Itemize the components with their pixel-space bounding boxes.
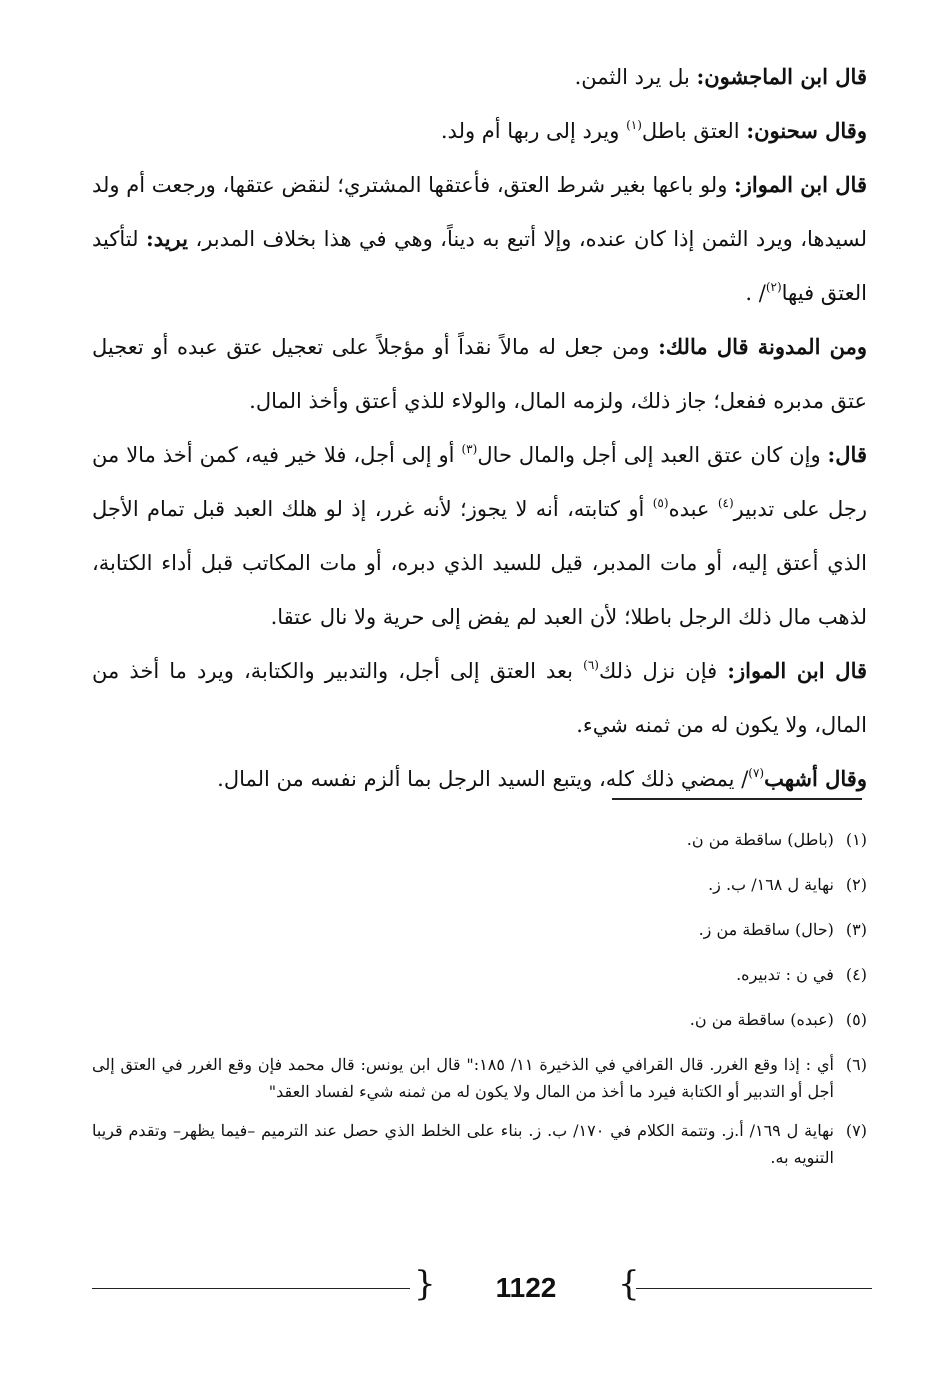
paragraph-text: أو إلى أجل، فلا خير فيه، كمن أخذ مالا من رجل على تدبير [92,443,868,521]
speaker-label: قال: [827,442,867,467]
speaker-label: وقال سحنون: [746,118,867,143]
paragraph-text: ومن جعل له مالاً نقداً أو مؤجلاً على تعجيل عتق عبده أو تعجيل عتق مدبره ففعل؛ جاز ذلك، ولزمه المال، والولاء للذي أعتق وأخذ المال. [92,335,867,413]
footnote-item [92,1117,867,1171]
footnote-item [92,961,867,988]
footnote-item [92,826,867,853]
paragraph-text: ويرد إلى ربها أم ولد. [440,119,627,143]
speaker-label: قال ابن الماجشون: [696,64,867,89]
paragraph-4 [92,320,867,428]
speaker-label: يريد: [145,226,188,251]
footnote-number: (٢) [845,875,867,894]
footnote-text: نهاية ل ١٦٨/ ب. ز. [708,875,834,894]
footnote-separator [612,798,862,800]
main-text [92,50,867,806]
footnote-item [92,916,867,943]
footnote-number: (٤) [845,965,867,984]
footnote-number: (٦) [845,1055,867,1074]
speaker-label: وقال أشهب [764,766,867,791]
footnote-ref-2[interactable]: (٢) [765,280,782,294]
footnote-item [92,1051,867,1105]
footnotes [92,826,867,1183]
paragraph-2 [92,104,867,158]
footnote-ref-6[interactable]: (٦) [583,658,599,672]
footnote-item [92,1006,867,1033]
footnote-ref-1[interactable]: (١) [626,118,642,132]
footnote-ref-5[interactable]: (٥) [652,496,669,510]
speaker-label: قال ابن المواز: [727,658,868,683]
footnote-text: (عبده) ساقطة من ن. [689,1010,834,1029]
page-number: 1122 [495,1272,557,1303]
footnote-ref-3[interactable]: (٣) [461,442,478,456]
paragraph-text: عبده [668,497,718,521]
footnote-text: (حال) ساقطة من ز. [698,920,834,939]
paragraph-1 [92,50,867,104]
footnote-ref-4[interactable]: (٤) [717,496,734,510]
footnote-number: (٥) [845,1010,867,1029]
footnote-number: (١) [845,830,867,849]
speaker-label: قال ابن المواز: [734,172,867,197]
footnote-ref-7[interactable]: (٧) [748,766,765,780]
footnote-number: (٣) [845,920,867,939]
page-footer [92,1264,872,1308]
paragraph-5 [92,428,867,644]
footnote-number: (٧) [845,1121,867,1140]
paragraph-text: ولو باعها بغير شرط العتق، فأعتقها المشتري؛ لنقض عتقها، ورجعت أم ولد لسيدها، ويرد الثمن إذا كان عنده، وإلا أتبع به ديناً، وهي في هذا بخلاف المدبر، [92,173,867,251]
right-brace-ornament: } [618,1264,640,1304]
paragraph-text: العتق باطل [641,119,747,143]
footnote-text: (باطل) ساقطة من ن. [686,830,834,849]
paragraph-3 [92,158,867,320]
paragraph-text: / يمضي ذلك كله، ويتبع السيد الرجل بما ألزم نفسه من المال. [217,767,749,791]
paragraph-text: أو كتابته، أنه لا يجوز؛ لأنه غرر، إذ لو هلك العبد قبل تمام الأجل الذي أعتق إليه، أو مات المدبر، قيل للسيد الذي دبره، أو مات المكاتب قبل أداء الكتابة، لذهب مال ذلك الرجل باطلا؛ لأن العبد لم يفض إلى حرية ولا نال عتقا. [92,497,867,629]
speaker-label: ومن المدونة قال مالك: [658,334,868,359]
footer-rule-left [92,1288,410,1289]
footer-rule-right [636,1288,872,1289]
footnote-text: أي : إذا وقع الغرر. قال القرافي في الذخيرة ١١/ ١٨٥:" قال ابن يونس: قال محمد فإن وقع الغرر في العتق إلى أجل أو التدبير أو الكتابة فيرد ما أخذ من المال ولا يكون له من ثمنه شيء لفساد العقد" [92,1055,834,1101]
footnote-text: نهاية ل ١٦٩/ أ.ز. وتتمة الكلام في ١٧٠/ ب. ز. بناء على الخلط الذي حصل عند الترميم –فيما يظهر– وتقدم قريبا التنويه به. [92,1121,834,1167]
left-brace-ornament: { [414,1264,436,1304]
paragraph-text: بل يرد الثمن. [574,65,697,89]
paragraph-6 [92,644,867,752]
paragraph-text: بعد العتق إلى أجل، والتدبير والكتابة، ويرد ما أخذ من المال، ولا يكون له من ثمنه شيء. [92,659,867,737]
footnote-text: في ن : تدبيره. [736,965,834,984]
paragraph-text: وإن كان عتق العبد إلى أجل والمال حال [477,443,828,467]
paragraph-text: / . [745,281,766,305]
footnote-item [92,871,867,898]
paragraph-text: فإن نزل ذلك [598,659,728,683]
paragraph-text: لتأكيد العتق فيها [92,227,867,305]
